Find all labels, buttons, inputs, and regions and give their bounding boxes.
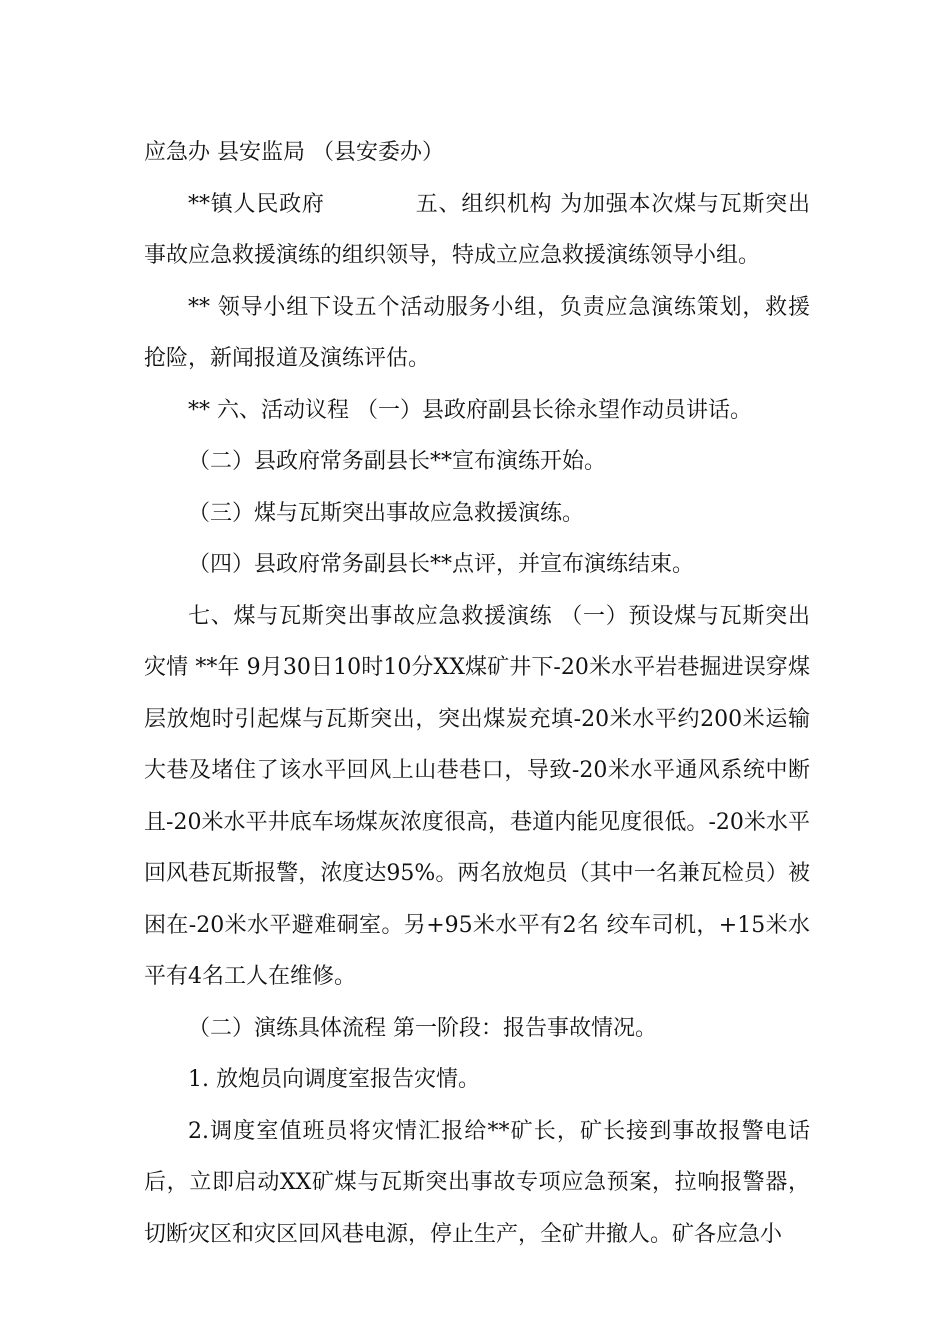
paragraph-7: （四）县政府常务副县长**点评，并宣布演练结束。 xyxy=(188,552,695,577)
paragraph-2: **镇人民政府 五、组织机构 为加强本次煤与瓦斯突出事故应急救援演练的组织领导，特成立应急救援演练领导小组。 xyxy=(144,191,810,268)
paragraph-10: 1. 放炮员向调度室报告灾情。 xyxy=(188,1067,480,1092)
paragraph-3: ** 领导小组下设五个活动服务小组，负责应急演练策划，救援抢险，新闻报道及演练评估。 xyxy=(144,294,810,371)
paragraph-11: 2.调度室值班员将灾情汇报给**矿长，矿长接到事故报警电话后，立即启动XX矿煤与瓦斯突出事故专项应急预案，拉响报警器，切断灾区和灾区回风巷电源，停止生产，全矿井撤人。矿各应急小 xyxy=(144,1118,810,1247)
paragraph-8: 七、煤与瓦斯突出事故应急救援演练 （一）预设煤与瓦斯突出灾情 **年 9月30日10时10分XX煤矿井下-20米水平岩巷掘进误穿煤层放炮时引起煤与瓦斯突出，突出煤炭充填-20米水平约200米运输大巷及堵住了该水平回风上山巷巷口，导致-20米水平通风系统中断且-20米水平井底车场煤灰浓度很高，巷道内能见度很低。-20米水平回风巷瓦斯报警，浓度达95%。两名放炮员（其中一名兼瓦检员）被困在-20米水平避难硐室。另+95米水平有2名 绞车司机，+15米水平有4名工人在维修。 xyxy=(144,603,810,989)
paragraph-4: ** 六、活动议程 （一）县政府副县长徐永望作动员讲话。 xyxy=(188,397,752,423)
paragraph-9: （二）演练具体流程 第一阶段：报告事故情况。 xyxy=(188,1015,657,1041)
paragraph-1: 应急办 县安监局 （县安委办） xyxy=(144,140,444,165)
paragraph-6: （三）煤与瓦斯突出事故应急救援演练。 xyxy=(188,500,585,526)
paragraph-5: （二）县政府常务副县长**宣布演练开始。 xyxy=(188,449,607,474)
document-body xyxy=(144,127,810,1260)
